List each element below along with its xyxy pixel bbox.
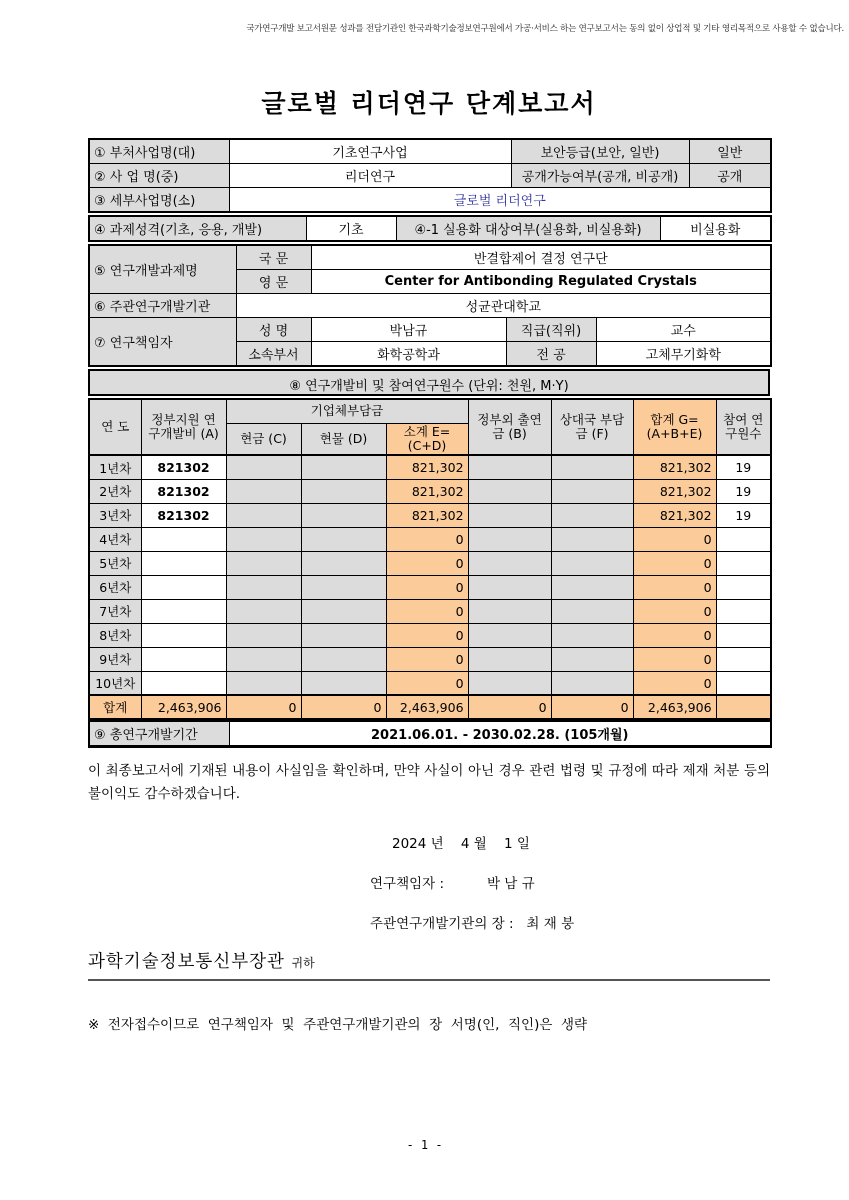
budget-partner-cell [551, 503, 633, 527]
budget-inkind-cell [301, 623, 386, 647]
electronic-submission-note: ※ 전자접수이므로 연구책임자 및 주관연구개발기관의 장 서명(인, 직인)은 생략 [88, 1017, 588, 1034]
budget-total-cell: 0 [633, 527, 716, 551]
total-column-header: 합계 G=(A+B+E) [633, 399, 716, 455]
budget-govt-fund-cell: 2,463,906 [141, 695, 226, 719]
inkind-column-header: 현물 (D) [301, 423, 386, 455]
budget-subtotal-cell: 821,302 [386, 479, 468, 503]
commercialization-value: 비실용화 [660, 216, 771, 241]
security-grade-value: 일반 [689, 139, 771, 164]
budget-inkind-cell [301, 599, 386, 623]
budget-total-cell: 821,302 [633, 503, 716, 527]
budget-nongovt-cell [468, 575, 551, 599]
budget-year-row [89, 647, 771, 671]
ministry-program-value: 기초연구사업 [229, 139, 511, 164]
year-column-header: 연 도 [89, 399, 141, 455]
report-content [88, 0, 770, 1033]
budget-inkind-cell [301, 455, 386, 479]
project-detail-table [88, 244, 772, 367]
budget-headcount-cell: 19 [716, 455, 771, 479]
budget-year-cell: 9년차 [89, 647, 141, 671]
budget-subtotal-cell: 0 [386, 599, 468, 623]
total-period-value: 2021.06.01. - 2030.02.28. (105개월) [229, 721, 771, 747]
budget-inkind-cell [301, 527, 386, 551]
budget-total-cell: 0 [633, 551, 716, 575]
budget-total-cell: 0 [633, 599, 716, 623]
subtotal-column-header: 소계 E=(C+D) [386, 423, 468, 455]
budget-partner-cell [551, 623, 633, 647]
budget-nongovt-cell [468, 623, 551, 647]
budget-nongovt-cell [468, 647, 551, 671]
pi-major-label: 전 공 [506, 342, 596, 367]
headcount-column-header: 참여 연구원수 [716, 399, 771, 455]
budget-cash-cell [226, 503, 301, 527]
budget-nongovt-cell [468, 455, 551, 479]
budget-year-row [89, 503, 771, 527]
budget-partner-cell [551, 527, 633, 551]
budget-cash-cell [226, 575, 301, 599]
nongovt-fund-column-header: 정부외 출연금 (B) [468, 399, 551, 455]
project-title-label: ⑤ 연구개발과제명 [89, 245, 236, 294]
table-row [89, 721, 771, 747]
pi-dept-label: 소속부서 [236, 342, 311, 367]
budget-subtotal-cell: 0 [386, 671, 468, 695]
budget-partner-cell [551, 599, 633, 623]
budget-govt-fund-cell [141, 671, 226, 695]
pi-name-value: 박남규 [311, 318, 506, 342]
budget-header-row [89, 399, 771, 423]
budget-govt-fund-cell [141, 527, 226, 551]
budget-subtotal-cell: 0 [386, 623, 468, 647]
budget-subtotal-cell: 0 [386, 647, 468, 671]
table-row [89, 139, 771, 164]
budget-year-cell: 7년차 [89, 599, 141, 623]
lead-org-label: ⑥ 주관연구개발기관 [89, 294, 236, 318]
korean-title-label: 국 문 [236, 245, 311, 270]
budget-year-cell: 3년차 [89, 503, 141, 527]
budget-headcount-cell [716, 551, 771, 575]
budget-total-cell: 821,302 [633, 455, 716, 479]
budget-cash-cell: 0 [226, 695, 301, 719]
budget-govt-fund-cell: 821302 [141, 503, 226, 527]
budget-headcount-cell: 19 [716, 479, 771, 503]
budget-headcount-cell [716, 623, 771, 647]
ministry-program-label: ① 부처사업명(대) [89, 139, 229, 164]
table-row [89, 164, 771, 188]
budget-cash-cell [226, 671, 301, 695]
budget-section-header: ⑧ 연구개발비 및 참여연구원수 (단위: 천원, M·Y) [88, 369, 770, 396]
pi-name-label: 성 명 [236, 318, 311, 342]
pi-dept-value: 화학공학과 [311, 342, 506, 367]
addressee-suffix: 귀하 [291, 956, 315, 971]
budget-year-row [89, 551, 771, 575]
budget-year-cell: 8년차 [89, 623, 141, 647]
pi-label: ⑦ 연구책임자 [89, 318, 236, 367]
budget-inkind-cell [301, 551, 386, 575]
budget-headcount-cell: 19 [716, 503, 771, 527]
budget-headcount-cell [716, 575, 771, 599]
budget-headcount-cell [716, 695, 771, 719]
budget-cash-cell [226, 527, 301, 551]
page-number: - 1 - [406, 1138, 443, 1152]
budget-govt-fund-cell [141, 623, 226, 647]
budget-nongovt-cell [468, 671, 551, 695]
budget-year-row [89, 623, 771, 647]
budget-year-row [89, 527, 771, 551]
budget-total-cell: 821,302 [633, 479, 716, 503]
budget-govt-fund-cell: 821302 [141, 455, 226, 479]
table-row [89, 216, 771, 241]
budget-nongovt-cell: 0 [468, 695, 551, 719]
budget-year-row [89, 599, 771, 623]
budget-inkind-cell [301, 503, 386, 527]
budget-total-cell: 0 [633, 671, 716, 695]
budget-subtotal-cell: 0 [386, 575, 468, 599]
pi-position-value: 교수 [596, 318, 771, 342]
budget-year-cell: 2년차 [89, 479, 141, 503]
budget-year-cell: 10년차 [89, 671, 141, 695]
program-name-value: 리더연구 [229, 164, 511, 188]
minister-name: 과학기술정보통신부장관 [88, 952, 285, 973]
budget-headcount-cell [716, 599, 771, 623]
budget-cash-cell [226, 623, 301, 647]
confirmation-statement: 이 최종보고서에 기재된 내용이 사실임을 확인하며, 만약 사실이 아닌 경우 관련 법령 및 규정에 따라 제재 처분 등의 불이익도 감수하겠습니다. [88, 763, 770, 803]
budget-subtotal-cell: 0 [386, 551, 468, 575]
budget-inkind-cell [301, 671, 386, 695]
budget-year-cell: 5년차 [89, 551, 141, 575]
budget-subtotal-cell: 0 [386, 527, 468, 551]
pi-major-value: 고체무기화학 [596, 342, 771, 367]
partner-fund-column-header: 상대국 부담금 (F) [551, 399, 633, 455]
project-type-table [88, 215, 772, 242]
budget-total-cell: 0 [633, 623, 716, 647]
budget-cash-cell [226, 455, 301, 479]
govt-fund-column-header: 정부지원 연구개발비 (A) [141, 399, 226, 455]
budget-year-row [89, 479, 771, 503]
budget-year-cell: 1년차 [89, 455, 141, 479]
page-title: 글로벌 리더연구 단계보고서 [261, 89, 597, 118]
signature-date: 2024 년 4 월 1 일 [392, 836, 530, 853]
pi-position-label: 직급(직위) [506, 318, 596, 342]
budget-table [88, 398, 772, 720]
budget-partner-cell: 0 [551, 695, 633, 719]
budget-subtotal-cell: 821,302 [386, 455, 468, 479]
budget-cash-cell [226, 479, 301, 503]
budget-govt-fund-cell [141, 575, 226, 599]
budget-govt-fund-cell: 821302 [141, 479, 226, 503]
security-grade-label: 보안등급(보안, 일반) [511, 139, 689, 164]
budget-headcount-cell [716, 671, 771, 695]
budget-nongovt-cell [468, 599, 551, 623]
budget-total-cell: 2,463,906 [633, 695, 716, 719]
budget-year-row [89, 671, 771, 695]
lead-org-value: 성균관대학교 [236, 294, 771, 318]
program-info-table [88, 138, 772, 213]
table-row [89, 245, 771, 270]
total-period-label: ⑨ 총연구개발기간 [89, 721, 229, 747]
budget-nongovt-cell [468, 479, 551, 503]
budget-total-row [89, 695, 771, 719]
commercialization-label: ④-1 실용화 대상여부(실용화, 비실용화) [396, 216, 660, 241]
cash-column-header: 현금 (C) [226, 423, 301, 455]
program-name-label: ② 사 업 명(중) [89, 164, 229, 188]
addressee-line [88, 948, 770, 973]
budget-nongovt-cell [468, 551, 551, 575]
english-title-label: 영 문 [236, 270, 311, 294]
budget-nongovt-cell [468, 527, 551, 551]
subprogram-value: 글로벌 리더연구 [229, 188, 771, 213]
budget-nongovt-cell [468, 503, 551, 527]
budget-cash-cell [226, 647, 301, 671]
budget-partner-cell [551, 671, 633, 695]
english-title-value: Center for Antibonding Regulated Crystals [311, 270, 771, 294]
budget-year-row [89, 575, 771, 599]
company-contribution-header: 기업체부담금 [226, 399, 468, 423]
budget-total-cell: 0 [633, 575, 716, 599]
budget-partner-cell [551, 575, 633, 599]
table-row [89, 188, 771, 213]
budget-govt-fund-cell [141, 551, 226, 575]
budget-partner-cell [551, 551, 633, 575]
budget-govt-fund-cell [141, 647, 226, 671]
budget-partner-cell [551, 647, 633, 671]
budget-headcount-cell [716, 527, 771, 551]
budget-govt-fund-cell [141, 599, 226, 623]
budget-cash-cell [226, 551, 301, 575]
budget-year-row [89, 455, 771, 479]
project-type-value: 기초 [306, 216, 396, 241]
budget-inkind-cell: 0 [301, 695, 386, 719]
korean-title-value: 반결합제어 결정 연구단 [311, 245, 771, 270]
table-row [89, 294, 771, 318]
footer-divider [88, 979, 770, 981]
pi-signature-line: 연구책임자 : 박 남 규 [370, 876, 535, 893]
subprogram-label: ③ 세부사업명(소) [89, 188, 229, 213]
org-head-signature-line: 주관연구개발기관의 장 : 최 재 붕 [370, 916, 575, 933]
budget-subtotal-cell: 2,463,906 [386, 695, 468, 719]
budget-inkind-cell [301, 575, 386, 599]
budget-headcount-cell [716, 647, 771, 671]
copyright-disclaimer: 국가연구개발 보고서원문 성과를 전담기관인 한국과학기술정보연구원에서 가공·서비스 하는 연구보고서는 동의 없이 상업적 및 기타 영리목적으로 사용할 수 없습니다. [246, 24, 844, 34]
budget-inkind-cell [301, 647, 386, 671]
project-type-label: ④ 과제성격(기초, 응용, 개발) [89, 216, 306, 241]
budget-total-cell: 0 [633, 647, 716, 671]
budget-partner-cell [551, 479, 633, 503]
budget-year-cell: 6년차 [89, 575, 141, 599]
budget-year-cell: 4년차 [89, 527, 141, 551]
budget-cash-cell [226, 599, 301, 623]
signature-block [370, 832, 770, 932]
disclosure-value: 공개 [689, 164, 771, 188]
total-period-table [88, 720, 772, 748]
disclosure-label: 공개가능여부(공개, 비공개) [511, 164, 689, 188]
budget-year-cell: 합계 [89, 695, 141, 719]
table-row [89, 318, 771, 342]
budget-subtotal-cell: 821,302 [386, 503, 468, 527]
budget-partner-cell [551, 455, 633, 479]
budget-inkind-cell [301, 479, 386, 503]
